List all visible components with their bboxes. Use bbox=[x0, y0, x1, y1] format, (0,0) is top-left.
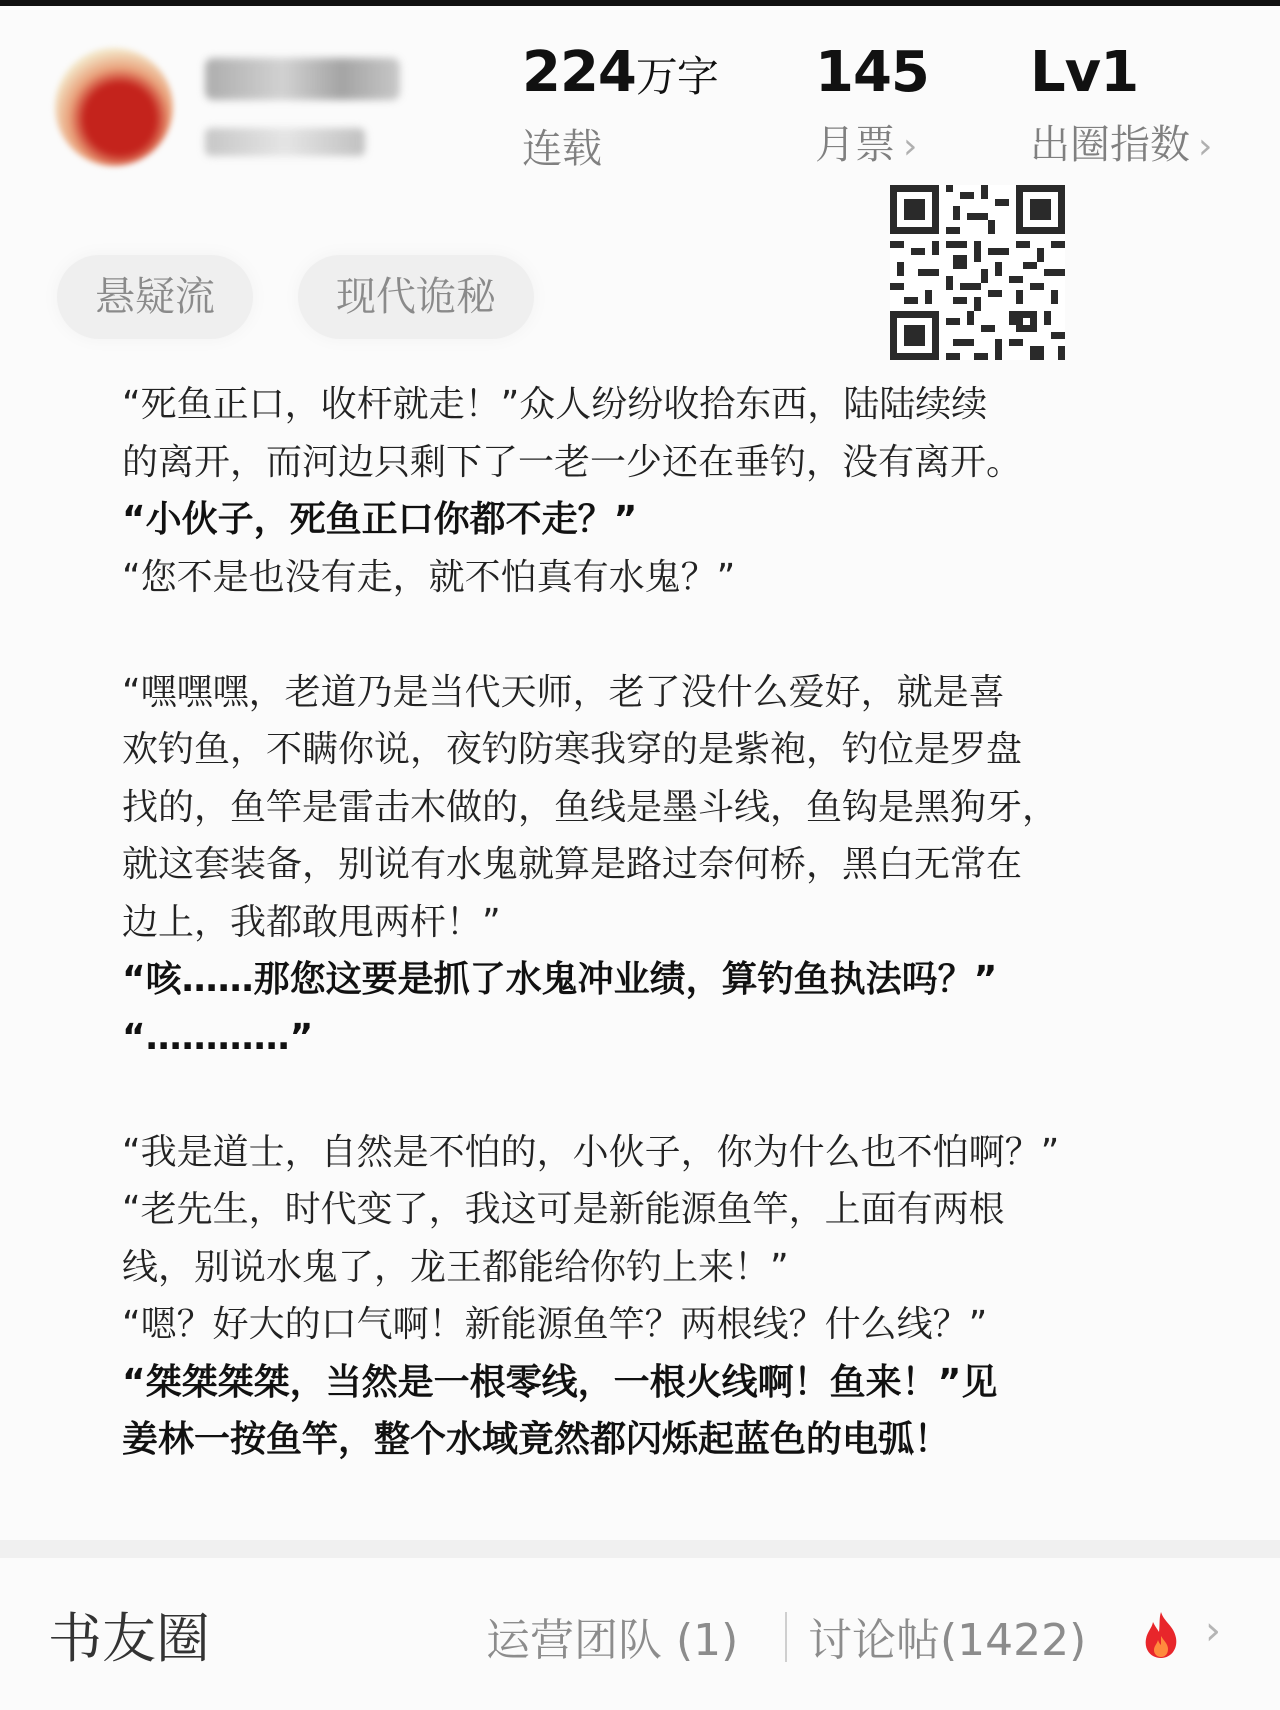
article-line: “老先生，时代变了，我这可是新能源鱼竿，上面有两根 bbox=[122, 1189, 1005, 1230]
tag-modern-mystery[interactable]: 现代诡秘 bbox=[298, 255, 534, 339]
author-level-blurred bbox=[205, 128, 365, 156]
footer-separator bbox=[785, 1612, 787, 1662]
article-line: 的离开，而河边只剩下了一老一少还在垂钓，没有离开。 bbox=[122, 441, 1023, 483]
article-line: 欢钓鱼，不瞒你说，夜钓防寒我穿的是紫袍，钓位是罗盘 bbox=[122, 729, 1023, 770]
stat-word-count bbox=[522, 38, 718, 174]
tag-suspense[interactable]: 悬疑流 bbox=[57, 255, 253, 339]
word-count-unit: 万字 bbox=[635, 52, 718, 101]
article-line: “死鱼正口，收杆就走！”众人纷纷收拾东西，陆陆续续 bbox=[122, 384, 988, 425]
chevron-right-icon: › bbox=[903, 126, 918, 167]
book-club-bar[interactable] bbox=[0, 1558, 1280, 1710]
author-name-blurred[interactable] bbox=[205, 58, 400, 100]
article-line: 线，别说水鬼了，龙王都能给你钓上来！” bbox=[122, 1246, 789, 1288]
top-edge bbox=[0, 0, 1280, 6]
qr-code-icon bbox=[890, 185, 1065, 360]
ops-team-link[interactable]: 运营团队 (1) bbox=[486, 1615, 739, 1666]
article-excerpt bbox=[122, 376, 1122, 1469]
word-count-number: 224 bbox=[522, 40, 636, 105]
breakout-index-label: 出圈指数 bbox=[1030, 122, 1190, 168]
article-line: “…………” bbox=[122, 1016, 314, 1058]
chevron-right-icon: › bbox=[1198, 126, 1213, 167]
article-line: “嗯？好大的口气啊！新能源鱼竿？两根线？什么线？” bbox=[122, 1304, 988, 1345]
discussion-posts-link[interactable]: 讨论帖(1422) bbox=[808, 1615, 1087, 1666]
breakout-index-number: Lv1 bbox=[1030, 40, 1139, 105]
article-line: 就这套装备，别说有水鬼就算是路过奈何桥，黑白无常在 bbox=[122, 844, 1023, 885]
article-line: “您不是也没有走，就不怕真有水鬼？” bbox=[122, 556, 736, 598]
word-count-label: 连载 bbox=[522, 126, 602, 172]
article-line: “小伙子，死鱼正口你都不走？” bbox=[122, 499, 638, 540]
section-divider bbox=[0, 1540, 1280, 1558]
article-line: 找的，鱼竿是雷击木做的，鱼线是墨斗线，鱼钩是黑狗牙， bbox=[122, 786, 1059, 828]
monthly-tickets-number: 145 bbox=[815, 40, 929, 105]
article-line: “嘿嘿嘿，老道乃是当代天师，老了没什么爱好，就是喜 bbox=[122, 671, 1005, 713]
article-line: “我是道士，自然是不怕的，小伙子，你为什么也不怕啊？” bbox=[122, 1131, 1060, 1173]
article-line: “桀桀桀桀，当然是一根零线，一根火线啊！鱼来！”见 bbox=[122, 1361, 998, 1403]
article-line: 姜林一按鱼竿，整个水域竟然都闪烁起蓝色的电弧！ bbox=[122, 1419, 951, 1460]
author-avatar[interactable] bbox=[55, 48, 173, 166]
book-club-title: 书友圈 bbox=[48, 1607, 210, 1670]
paragraph-gap bbox=[122, 1066, 1122, 1124]
paragraph-gap bbox=[122, 606, 1122, 664]
article-line: “咳……那您这要是抓了水鬼冲业绩，算钓鱼执法吗？” bbox=[122, 959, 998, 1000]
monthly-tickets-label: 月票 bbox=[815, 122, 895, 168]
fire-icon bbox=[1140, 1610, 1182, 1660]
chevron-right-icon[interactable]: › bbox=[1205, 1608, 1221, 1654]
stat-monthly-tickets[interactable] bbox=[815, 38, 929, 172]
stat-breakout-index[interactable] bbox=[1030, 38, 1212, 172]
article-line: 边上，我都敢甩两杆！” bbox=[122, 901, 501, 943]
